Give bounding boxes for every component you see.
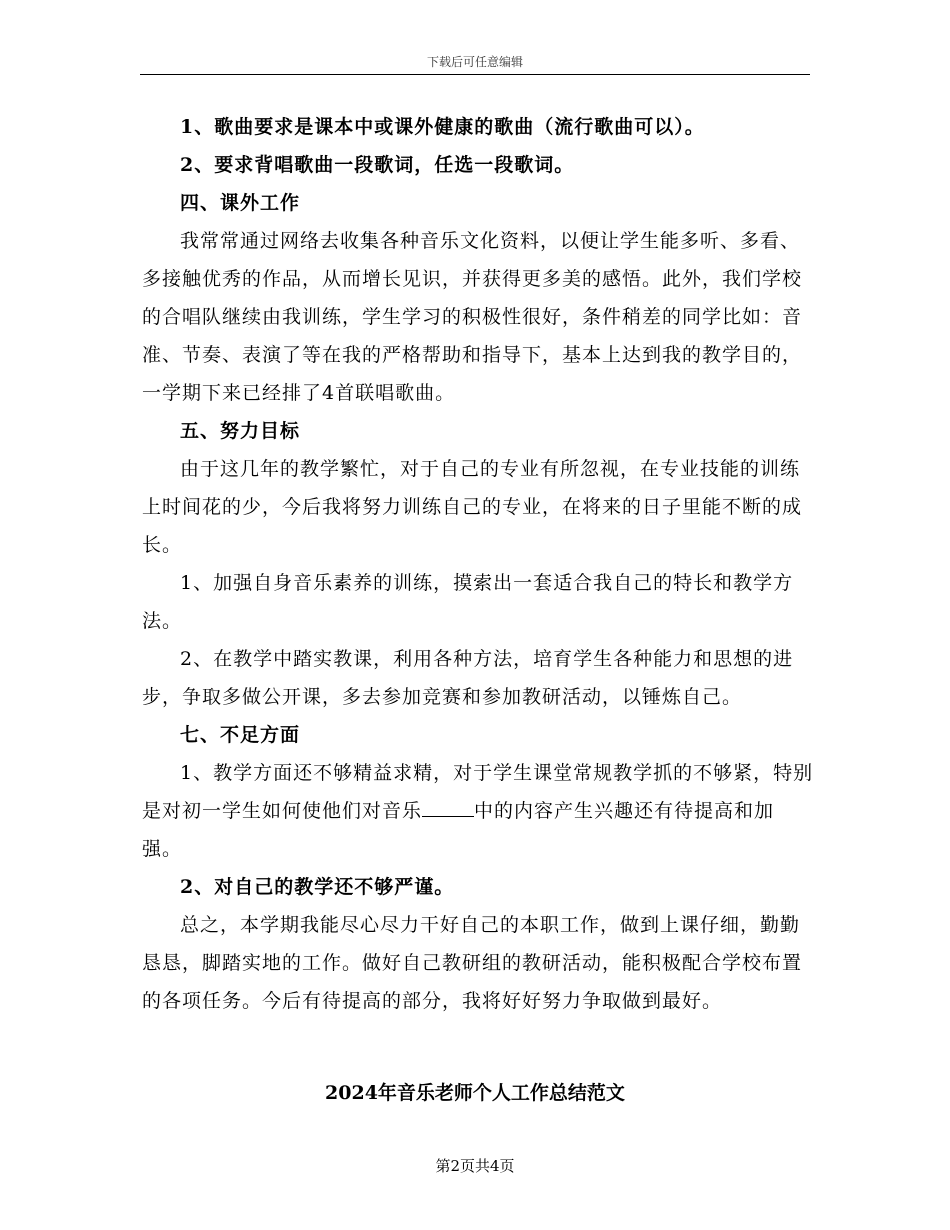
document-body [142, 108, 814, 1020]
shortcoming-item-1-end: 中的内容产生兴趣还有待提高和加强。 [142, 800, 775, 860]
shortcoming-item-2: 2、对自己的教学还不够严谨。 [180, 876, 455, 898]
document-title: 2024年音乐老师个人工作总结范文 [325, 1082, 625, 1104]
goal-item-1: 1、加强自身音乐素养的训练，摸索出一套适合我自己的特长和教学方法。 [142, 572, 794, 632]
section-heading-7: 七、不足方面 [180, 724, 301, 746]
requirement-2: 2、要求背唱歌曲一段歌词，任选一段歌词。 [180, 154, 575, 176]
section-heading-5: 五、努力目标 [180, 420, 301, 442]
paragraph-goals: 由于这几年的教学繁忙，对于自己的专业有所忽视，在专业技能的训练上时间花的少，今后我将努力训练自己的专业，在将来的日子里能不断的成长。 [142, 458, 803, 556]
goal-item-2: 2、在教学中踏实教课，利用各种方法，培育学生各种能力和思想的进步，争取多做公开课，多去参加竞赛和参加教研活动，以锤炼自己。 [142, 648, 794, 708]
page-header: 下载后可任意编辑 [426, 55, 523, 69]
shortcoming-item-1-start: 1、教学方面还不够精益求精，对于学生课堂常规教学抓的不够紧，特别是对初一学生如何使他们对音乐 [142, 762, 814, 822]
paragraph-conclusion: 总之，本学期我能尽心尽力干好自己的本职工作，做到上课仔细，勤勤恳恳，脚踏实地的工作。做好自己教研组的教研活动，能积极配合学校布置的各项任务。今后有待提高的部分，我将好好努力争取做到最好。 [142, 914, 803, 1012]
requirement-1: 1、歌曲要求是课本中或课外健康的歌曲（流行歌曲可以）。 [180, 116, 705, 138]
page-footer: 第2页共4页 [435, 1157, 515, 1175]
section-heading-4: 四、课外工作 [180, 192, 301, 214]
paragraph-extracurricular: 我常常通过网络去收集各种音乐文化资料，以便让学生能多听、多看、多接触优秀的作品，从而增长见识，并获得更多美的感悟。此外，我们学校的合唱队继续由我训练，学生学习的积极性很好，条件稍差的同学比如：音准、节奏、表演了等在我的严格帮助和指导下，基本上达到我的教学目的，一学期下来已经排了4首联唱歌曲。 [142, 230, 803, 404]
header-divider [140, 74, 810, 75]
shortcoming-item-1 [142, 754, 814, 868]
fill-in-blank [422, 815, 474, 817]
